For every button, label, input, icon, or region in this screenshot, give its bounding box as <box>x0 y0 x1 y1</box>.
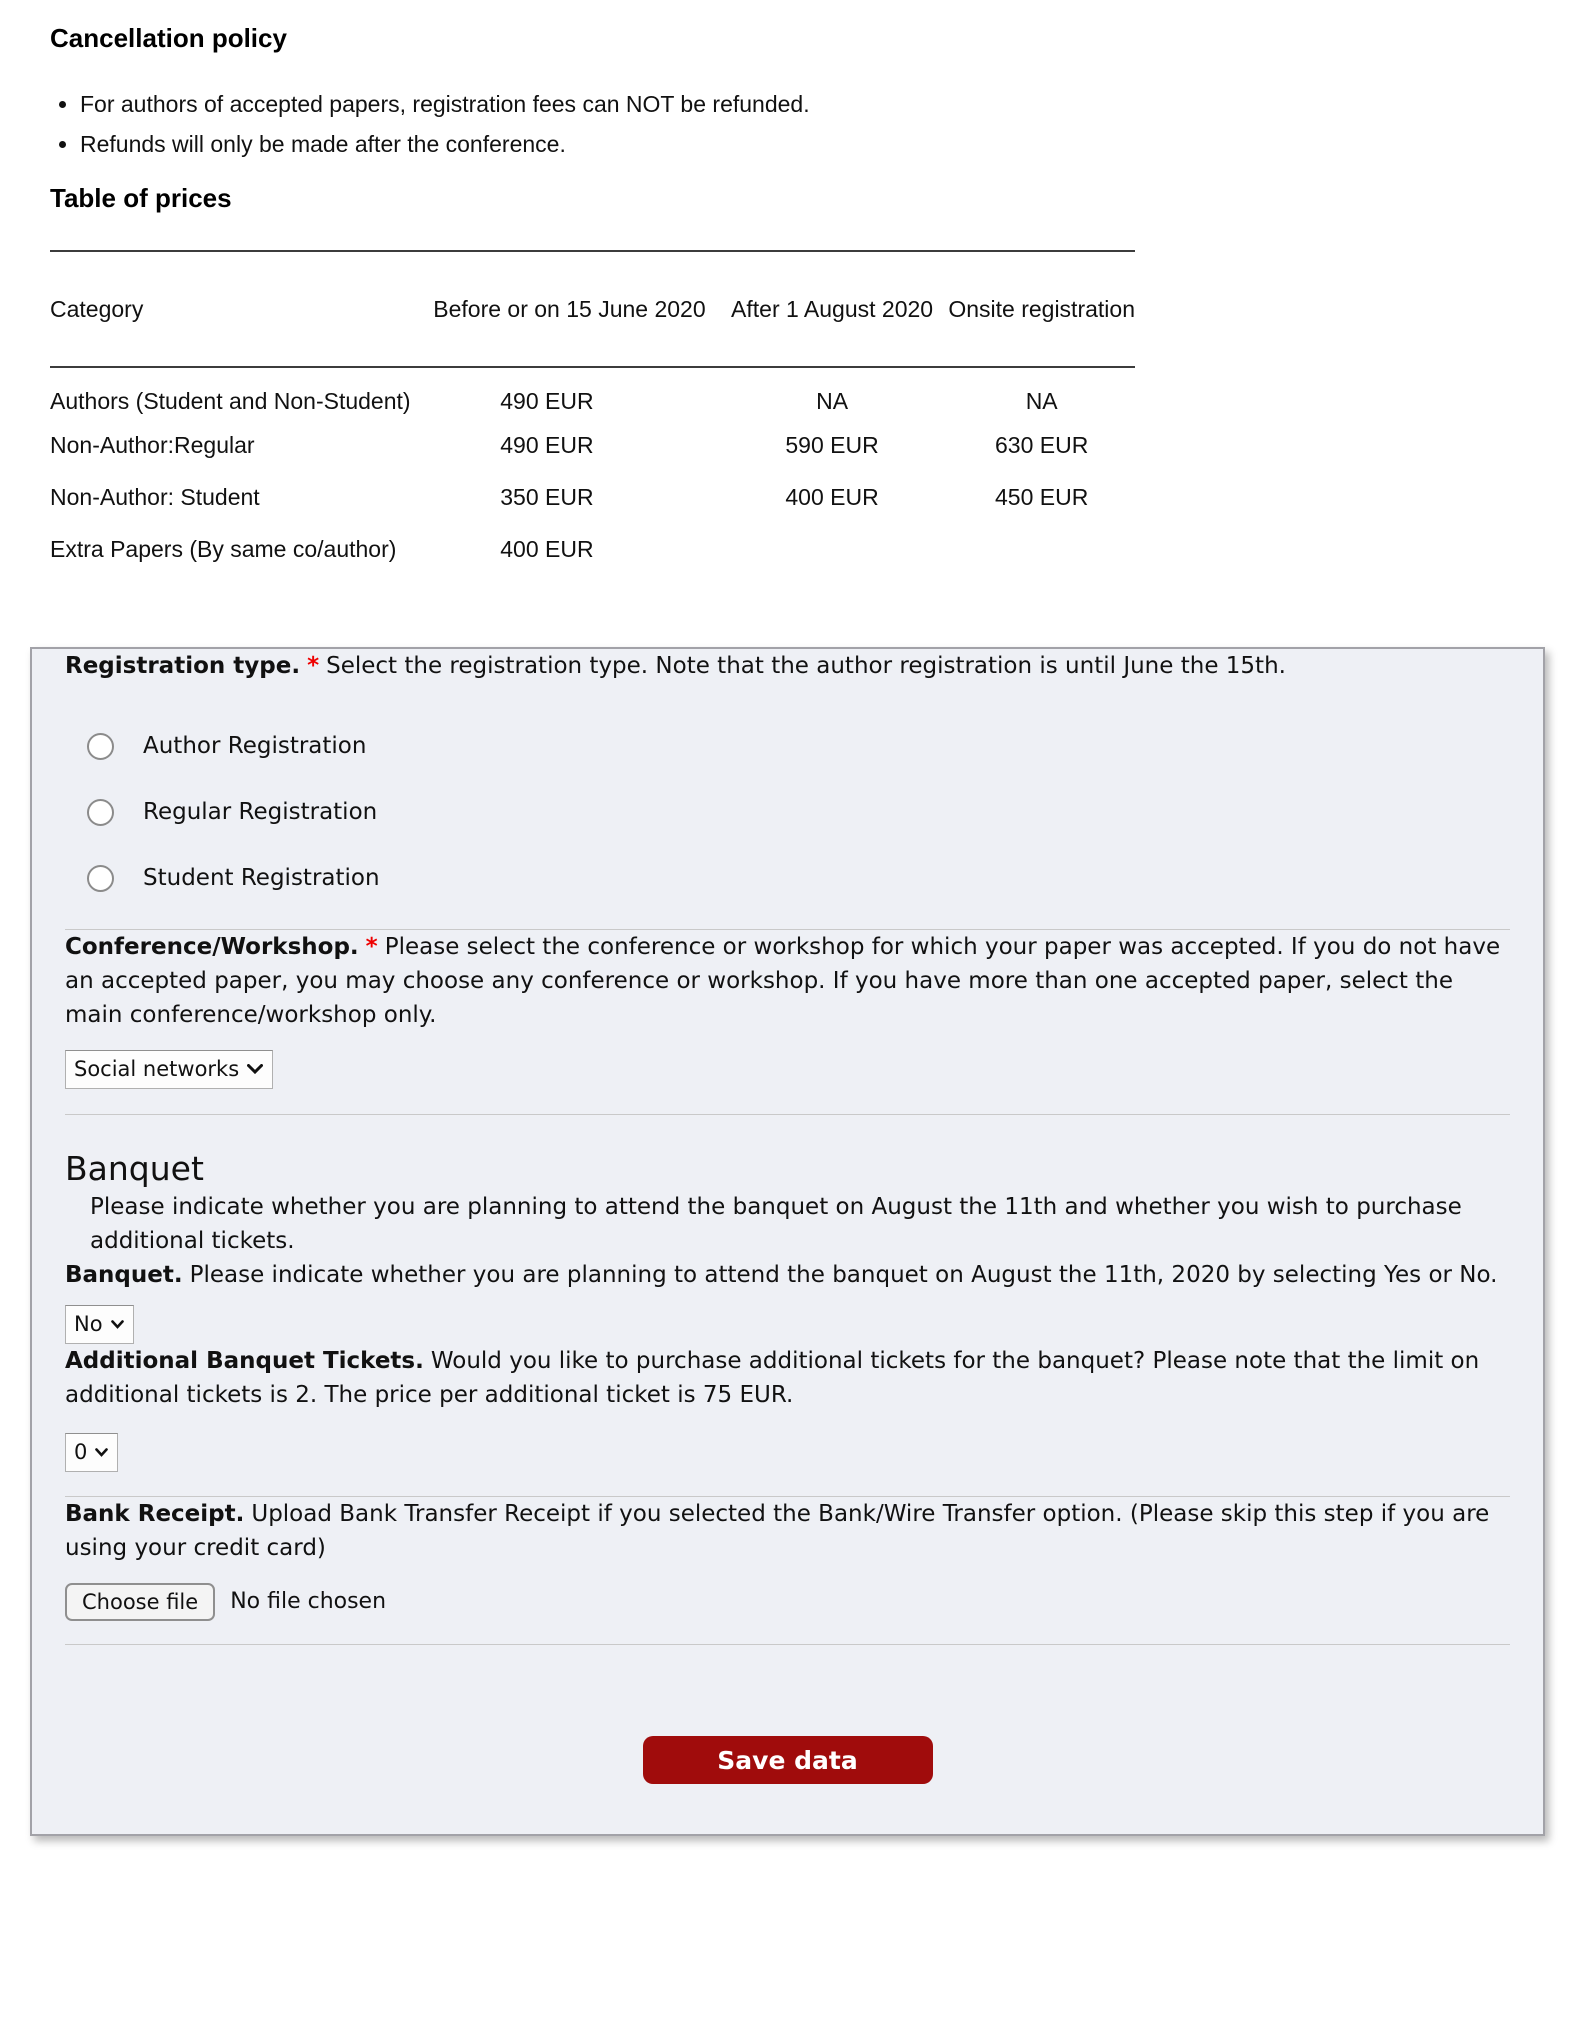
bank-receipt-label: Bank Receipt. <box>65 1501 245 1527</box>
registration-form-panel <box>30 647 1545 1836</box>
table-of-prices-title: Table of prices <box>50 183 232 213</box>
price-cell: 590 EUR <box>785 431 879 458</box>
banquet-description: Please indicate whether you are planning to attend the banquet on August the 11th, 2020 by selecting Yes or No. <box>189 1262 1498 1288</box>
policy-bullet: • Refunds will only be made after the conference. <box>80 124 1526 164</box>
price-cell: 400 EUR <box>500 535 594 562</box>
registration-type-description: Select the registration type. Note that the author registration is until June the 15th. <box>326 653 1286 679</box>
column-header-onsite: Onsite registration <box>948 251 1135 367</box>
column-header-early: Before or on 15 June 2020 <box>433 251 716 367</box>
additional-tickets-description: Would you like to purchase additional tickets for the banquet? Please note that the limit on additional tickets is 2. The price per additional ticket is 75 EUR. <box>65 1348 1480 1408</box>
additional-tickets-label: Additional Banquet Tickets. <box>65 1348 424 1374</box>
price-cell: NA <box>816 388 849 414</box>
banquet-section-title: Banquet <box>65 1149 204 1188</box>
cancellation-policy-list <box>50 84 1526 164</box>
bank-receipt-file-input <box>65 1583 1510 1621</box>
required-asterisk: * <box>365 934 378 960</box>
chevron-down-icon <box>111 1320 124 1329</box>
price-cell: NA <box>1025 388 1058 414</box>
banquet-selected-value: No <box>74 1312 103 1336</box>
price-cell: Extra Papers (By same co/author) <box>50 535 397 562</box>
registration-type-label: Registration type. <box>65 653 301 679</box>
radio-student-registration[interactable] <box>87 865 114 892</box>
price-cell: Non-Author: Student <box>50 483 260 510</box>
radio-author-registration[interactable] <box>87 733 114 760</box>
price-cell: 450 EUR <box>995 483 1089 510</box>
save-data-button[interactable]: Save data <box>643 1736 933 1784</box>
price-row <box>50 419 1135 471</box>
conference-workshop-selected-value: Social networks <box>74 1057 240 1081</box>
divider <box>65 1114 1510 1115</box>
price-cell <box>716 523 949 575</box>
radio-row-regular[interactable] <box>65 779 1510 845</box>
file-status: No file chosen <box>230 1589 387 1614</box>
price-row <box>50 523 1135 575</box>
divider <box>65 1644 1510 1645</box>
price-cell: 400 EUR <box>785 483 879 510</box>
conference-workshop-field-label <box>65 930 1510 1032</box>
chevron-down-icon <box>95 1448 108 1457</box>
price-table-header-row <box>50 251 1135 367</box>
registration-type-field-label <box>65 649 1510 683</box>
price-cell: 350 EUR <box>500 483 594 510</box>
banquet-section-intro: Please indicate whether you are planning to attend the banquet on August the 11th and whether you wish to purchase additional tickets. <box>90 1194 1462 1254</box>
column-header-late: After 1 August 2020 <box>716 251 949 367</box>
price-cell: 490 EUR <box>500 431 594 458</box>
banquet-select[interactable] <box>65 1305 134 1344</box>
price-row <box>50 367 1135 419</box>
additional-tickets-field-label <box>65 1344 1510 1412</box>
banquet-label: Banquet. <box>65 1262 183 1288</box>
additional-tickets-select[interactable] <box>65 1433 118 1472</box>
price-row <box>50 471 1135 523</box>
choose-file-button[interactable]: Choose file <box>65 1583 215 1621</box>
radio-regular-registration[interactable] <box>87 799 114 826</box>
price-cell: Non-Author:Regular <box>50 431 255 458</box>
save-row <box>65 1736 1510 1784</box>
cancellation-policy-title: Cancellation policy <box>50 23 287 53</box>
banquet-field-label <box>65 1258 1510 1292</box>
radio-student-registration-label[interactable]: Student Registration <box>143 865 380 891</box>
radio-author-registration-label[interactable]: Author Registration <box>143 733 367 759</box>
price-cell: Authors (Student and Non-Student) <box>50 388 411 414</box>
price-cell: 490 EUR <box>500 388 594 414</box>
price-cell <box>948 523 1135 575</box>
price-table <box>50 250 1135 575</box>
conference-workshop-select[interactable] <box>65 1050 273 1089</box>
bank-receipt-description: Upload Bank Transfer Receipt if you selected the Bank/Wire Transfer option. (Please skip this step if you are using your credit card) <box>65 1501 1490 1561</box>
policy-section <box>0 0 1576 575</box>
chevron-down-icon <box>247 1064 263 1074</box>
additional-tickets-selected-value: 0 <box>74 1440 88 1464</box>
bank-receipt-field-label <box>65 1497 1510 1565</box>
radio-regular-registration-label[interactable]: Regular Registration <box>143 799 378 825</box>
radio-row-student[interactable] <box>65 845 1510 911</box>
column-header-category: Category <box>50 251 433 367</box>
price-cell: 630 EUR <box>995 431 1089 458</box>
required-asterisk: * <box>307 653 320 679</box>
conference-workshop-label: Conference/Workshop. <box>65 934 359 960</box>
conference-workshop-description: Please select the conference or workshop for which your paper was accepted. If you do not have an accepted paper, you may choose any conference or workshop. If you have more than one accepted paper, select the main conference/workshop only. <box>65 934 1501 1028</box>
radio-row-author[interactable] <box>65 713 1510 779</box>
policy-bullet: • For authors of accepted papers, registration fees can NOT be refunded. <box>80 84 1526 124</box>
